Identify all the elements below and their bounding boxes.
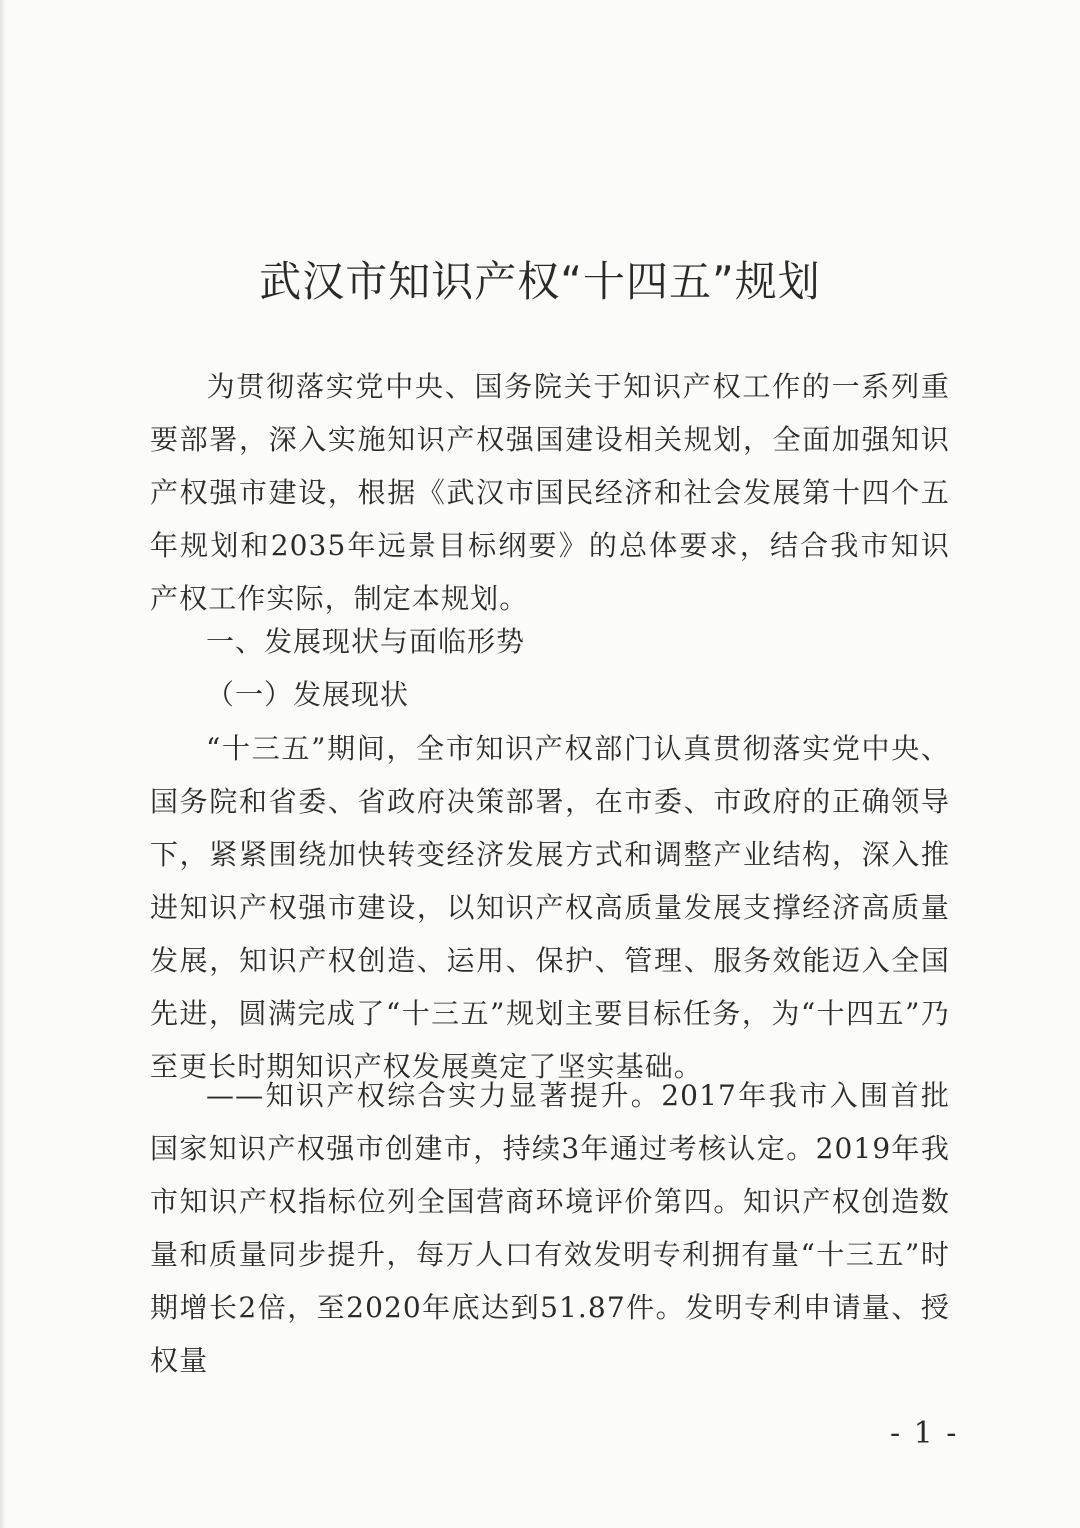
- page-number: - 1 -: [890, 1416, 959, 1451]
- subsection-heading: （一）发展现状: [206, 678, 410, 711]
- strength-text: ——知识产权综合实力显著提升。2017年我市入围首批国家知识产权强市创建市，持续3年通过考核认定。2019年我市知识产权指标位列全国营商环境评价第四。知识产权创造数量和质量同步提升，每万人口有效发明专利拥有量“十三五”时期增长2倍，至2020年底达到51.87件。发明专利申请量、授权量: [150, 1079, 950, 1377]
- section-heading: 一、发展现状与面临形势: [206, 625, 526, 658]
- intro-paragraph-text: 为贯彻落实党中央、国务院关于知识产权工作的一系列重要部署，深入实施知识产权强国建设相关规划，全面加强知识产权强市建设，根据《武汉市国民经济和社会发展第十四个五年规划和2035年远景目标纲要》的总体要求，结合我市知识产权工作实际，制定本规划。: [150, 370, 950, 615]
- intro-paragraph: [150, 360, 950, 625]
- status-overview-paragraph: [150, 722, 950, 1093]
- strength-paragraph: [150, 1069, 950, 1387]
- scan-edge-shadow: [0, 0, 6, 1528]
- status-overview-text: “十三五”期间，全市知识产权部门认真贯彻落实党中央、国务院和省委、省政府决策部署，在市委、市政府的正确领导下，紧紧围绕加快转变经济发展方式和调整产业结构，深入推进知识产权强市建设，以知识产权高质量发展支撑经济高质量发展，知识产权创造、运用、保护、管理、服务效能迈入全国先进，圆满完成了“十三五”规划主要目标任务，为“十四五”乃至更长时期知识产权发展奠定了坚实基础。: [150, 732, 950, 1083]
- document-title: 武汉市知识产权“十四五”规划: [259, 257, 821, 306]
